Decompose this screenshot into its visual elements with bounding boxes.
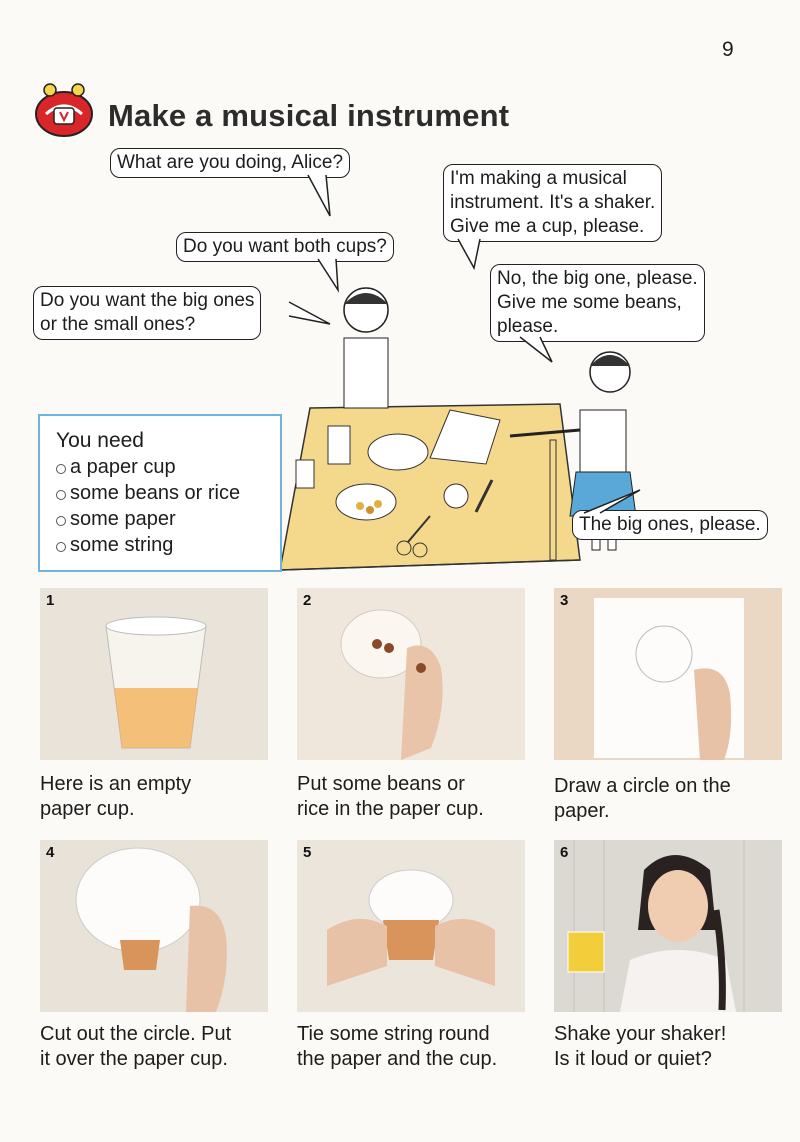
bubble-line: or the small ones?	[40, 314, 196, 335]
bubble-line: What are you doing, Alice?	[117, 152, 344, 173]
step-number: 6	[560, 844, 569, 861]
step-number: 2	[303, 592, 312, 609]
step-3-caption	[554, 774, 794, 824]
step-number: 3	[560, 592, 569, 609]
page-title: Make a musical instrument	[108, 98, 510, 133]
caption-line: Tie some string round	[297, 1023, 490, 1045]
speech-bubble-big-or-small	[33, 286, 261, 340]
caption-line: Put some beans or	[297, 773, 465, 795]
speech-bubble-big-ones	[572, 510, 768, 540]
bubble-line: instrument. It's a shaker.	[450, 192, 656, 213]
list-item: some string	[56, 532, 280, 558]
step-2-caption	[297, 772, 537, 822]
caption-line: the paper and the cup.	[297, 1048, 498, 1070]
materials-list	[56, 454, 280, 558]
step-6-caption	[554, 1022, 794, 1072]
bubble-line: Give me a cup, please.	[450, 216, 645, 237]
bubble-line: No, the big one, please.	[497, 268, 698, 289]
bubble-line: I'm making a musical	[450, 168, 627, 189]
step-6-photo	[554, 840, 782, 1012]
caption-line: Is it loud or quiet?	[554, 1048, 712, 1070]
step-number: 4	[46, 844, 55, 861]
caption-line: it over the paper cup.	[40, 1048, 228, 1070]
speech-bubble-what-doing	[110, 148, 350, 178]
step-2-photo	[297, 588, 525, 760]
caption-line: paper cup.	[40, 798, 135, 820]
bubble-line: Give me some beans,	[497, 292, 682, 313]
step-1-photo	[40, 588, 268, 760]
you-need-heading: You need	[56, 429, 144, 452]
caption-line: rice in the paper cup.	[297, 798, 484, 820]
step-number: 1	[46, 592, 55, 609]
step-4-photo	[40, 840, 268, 1012]
caption-line: Draw a circle on the	[554, 775, 731, 797]
bubble-line: The big ones, please.	[579, 514, 761, 535]
cut-circle-image	[40, 840, 268, 1012]
speech-bubble-both-cups	[176, 232, 394, 262]
list-item: a paper cup	[56, 454, 280, 480]
bubble-line: Do you want the big ones	[40, 290, 255, 311]
activity-badge-icon	[32, 80, 96, 140]
step-5-photo	[297, 840, 525, 1012]
drawing-circle-image	[554, 588, 782, 760]
speech-bubble-making-instrument	[443, 164, 662, 242]
you-need-box	[38, 414, 282, 572]
beans-in-cup-image	[297, 588, 525, 760]
bubble-line: Do you want both cups?	[183, 236, 387, 257]
step-3-photo	[554, 588, 782, 760]
list-item: some beans or rice	[56, 480, 280, 506]
step-1-caption	[40, 772, 280, 822]
step-5-caption	[297, 1022, 537, 1072]
list-item: some paper	[56, 506, 280, 532]
step-4-caption	[40, 1022, 280, 1072]
tie-string-image	[297, 840, 525, 1012]
bubble-line: please.	[497, 316, 559, 337]
caption-line: paper.	[554, 800, 610, 822]
paper-cup-image	[40, 588, 268, 760]
step-number: 5	[303, 844, 312, 861]
girl-shaking-image	[554, 840, 782, 1012]
caption-line: Shake your shaker!	[554, 1023, 727, 1045]
page-number: 9	[722, 38, 734, 61]
caption-line: Here is an empty	[40, 773, 192, 795]
caption-line: Cut out the circle. Put	[40, 1023, 232, 1045]
